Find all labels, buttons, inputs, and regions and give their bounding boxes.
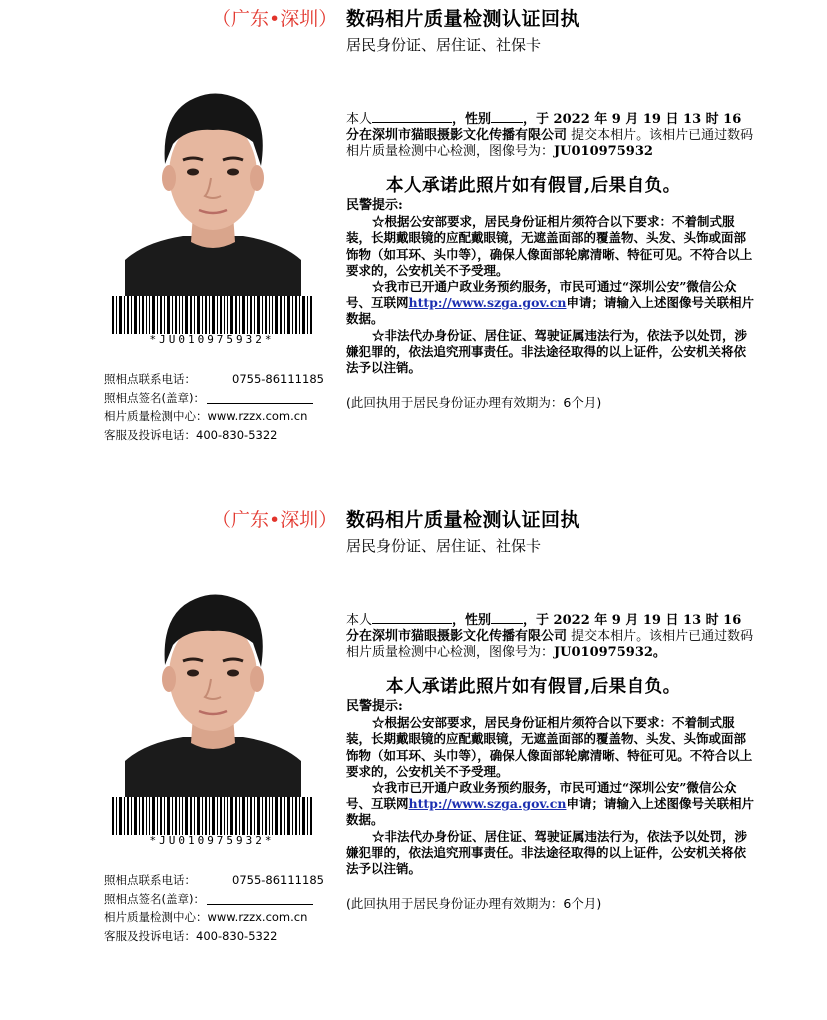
notice-item-1: ☆根据公安部要求，居民身份证相片须符合以下要求：不着制式服装，长期戴眼镜的应配戴眼镜，无遮盖面部的覆盖物、头发、头饰或面部饰物（如耳环、头巾等），确保人像面部轮廓清晰、特征可见。不符合以上要求的，公安机关不予受理。 [346, 214, 753, 278]
region-label: （广东•深圳） [212, 509, 338, 531]
validity-note: (此回执用于居民身份证办理有效期为：6个月) [346, 896, 602, 911]
notice-heading: 民警提示: [346, 198, 403, 213]
receipt-title: 数码相片质量检测认证回执 [346, 509, 581, 531]
receipt-subtitle: 居民身份证、居住证、社保卡 [346, 537, 542, 555]
service-label: 客服及投诉电话： [104, 427, 196, 442]
police-notice [346, 699, 758, 877]
statement-p3: ，于 2022 年 9 月 19 日 13 时 16 分在 [346, 112, 742, 143]
notice-item-2 [346, 780, 758, 829]
receipt-2 [0, 501, 827, 1001]
id-photo [125, 82, 301, 296]
statement [346, 611, 756, 661]
image-number: JU010975932 [554, 144, 653, 159]
gender-blank [491, 110, 523, 123]
szga-link[interactable]: http://www.szga.gov.cn [408, 796, 567, 812]
statement-p1: 本人 [346, 613, 373, 628]
notice-item-2-a: ☆我市已开通户政业务预约服务，市民可通过“深圳公安”微信公众号、互联网 [346, 279, 737, 311]
validity-note: (此回执用于居民身份证办理有效期为：6个月) [346, 395, 602, 410]
barcode-number: *JU010975932* [149, 333, 275, 346]
barcode-number: *JU010975932* [149, 834, 275, 847]
notice-item-2-b: 申请；请输入上述图像号关联相片数据。 [346, 796, 754, 828]
pledge: 本人承诺此照片如有假冒,后果自负。 [386, 677, 681, 697]
service-label: 客服及投诉电话： [104, 928, 196, 943]
notice-item-2-a: ☆我市已开通户政业务预约服务，市民可通过“深圳公安”微信公众号、互联网 [346, 780, 737, 812]
notice-item-3: ☆非法代办身份证、居住证、驾驶证属违法行为，依法予以处罚，涉嫌犯罪的，依法追究刑事责任。非法途径取得的以上证件，公安机关将依法予以注销。 [346, 828, 748, 877]
image-number: JU010975932。 [554, 645, 666, 660]
gender-blank [491, 611, 523, 624]
statement [346, 110, 756, 160]
signature-line [207, 393, 313, 404]
signature-label: 照相点签名(盖章)： [104, 390, 205, 405]
statement-p3: ，于 2022 年 9 月 19 日 13 时 16 分在 [346, 613, 742, 644]
name-blank [372, 110, 452, 123]
phone-value: 0755-86111185 [232, 372, 324, 386]
phone-value: 0755-86111185 [232, 873, 324, 887]
phone-label: 照相点联系电话： [104, 873, 196, 887]
statement-p4: 提交本相片。该相片已通过数码相片质量检测中心检测，图像号为： [346, 629, 754, 660]
notice-item-1: ☆根据公安部要求，居民身份证相片须符合以下要求：不着制式服装，长期戴眼镜的应配戴眼镜，无遮盖面部的覆盖物、头发、头饰或面部饰物（如耳环、头巾等），确保人像面部轮廓清晰、特征可见。不符合以上要求的，公安机关不予受理。 [346, 715, 753, 779]
signature-line [207, 894, 313, 905]
center-label: 相片质量检测中心： [104, 409, 208, 423]
id-photo [125, 583, 301, 797]
statement-p2: ，性别 [452, 112, 492, 127]
statement-p2: ，性别 [452, 613, 492, 628]
notice-item-3: ☆非法代办身份证、居住证、驾驶证属违法行为，依法予以处罚，涉嫌犯罪的，依法追究刑事责任。非法途径取得的以上证件，公安机关将依法予以注销。 [346, 327, 748, 376]
statement-p4: 提交本相片。该相片已通过数码相片质量检测中心检测，图像号为： [346, 128, 754, 159]
service-phone: 400-830-5322 [196, 928, 278, 943]
company-name: 深圳市猫眼摄影文化传播有限公司 [372, 629, 568, 644]
barcode [112, 797, 312, 835]
company-name: 深圳市猫眼摄影文化传播有限公司 [372, 128, 568, 143]
barcode [112, 296, 312, 334]
receipt-1 [0, 0, 827, 500]
szga-link[interactable]: http://www.szga.gov.cn [408, 295, 567, 311]
service-phone: 400-830-5322 [196, 427, 278, 442]
notice-heading: 民警提示: [346, 699, 403, 714]
name-blank [372, 611, 452, 624]
police-notice [346, 198, 758, 376]
pledge: 本人承诺此照片如有假冒,后果自负。 [386, 176, 681, 196]
region-label: （广东•深圳） [212, 8, 338, 30]
phone-label: 照相点联系电话： [104, 372, 196, 386]
contact-info [104, 370, 324, 444]
signature-label: 照相点签名(盖章)： [104, 891, 205, 906]
contact-info [104, 871, 324, 945]
receipt-title: 数码相片质量检测认证回执 [346, 8, 581, 30]
receipt-subtitle: 居民身份证、居住证、社保卡 [346, 36, 542, 54]
center-url[interactable]: www.rzzx.com.cn [207, 409, 308, 423]
center-label: 相片质量检测中心： [104, 910, 208, 924]
notice-item-2 [346, 279, 758, 328]
center-url[interactable]: www.rzzx.com.cn [207, 910, 308, 924]
statement-p1: 本人 [346, 112, 373, 127]
notice-item-2-b: 申请；请输入上述图像号关联相片数据。 [346, 295, 754, 327]
